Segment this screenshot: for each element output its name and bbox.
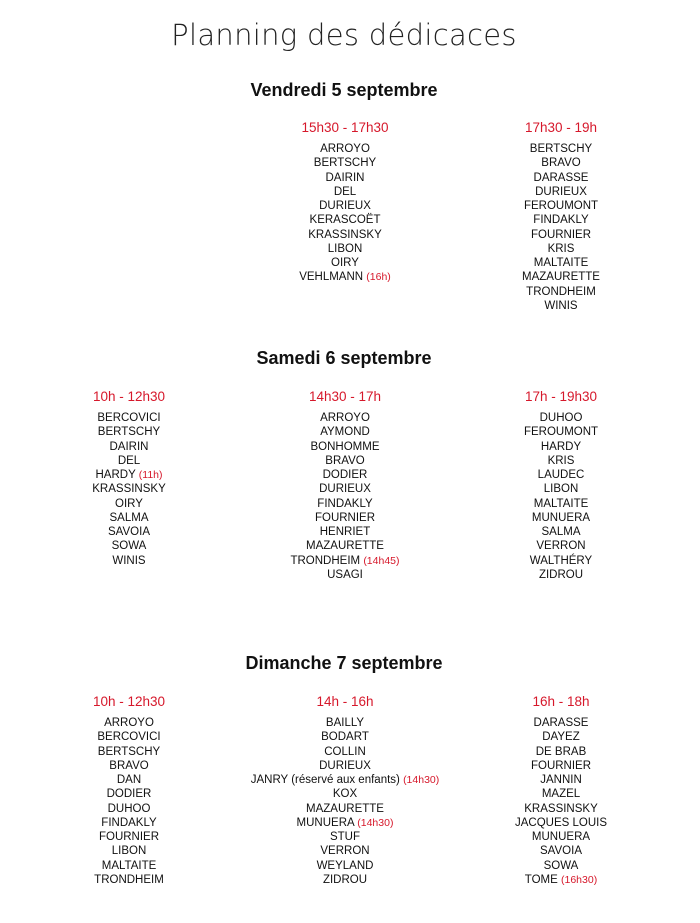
author-entry: [461, 773, 661, 787]
author-list: [245, 716, 445, 887]
author-name: HENRIET: [319, 526, 371, 538]
author-entry: [29, 425, 229, 439]
author-entry: [29, 745, 229, 759]
author-entry: [461, 425, 661, 439]
author-entry: [245, 228, 445, 242]
author-entry: [245, 440, 445, 454]
author-name: LAUDEC: [537, 469, 585, 481]
author-entry: [461, 802, 661, 816]
author-entry: [245, 773, 445, 787]
author-entry: [461, 185, 661, 199]
author-name: KRIS: [547, 454, 575, 467]
author-entry: [29, 511, 229, 525]
author-name: MUNUERA: [531, 511, 591, 524]
slot-sunday-3: [461, 694, 661, 887]
author-entry: [245, 454, 445, 468]
slot-saturday-1: [29, 389, 229, 568]
author-entry: [29, 716, 229, 730]
author-name: LIBON: [327, 242, 363, 255]
author-name: SALMA: [541, 526, 581, 538]
author-entry: [29, 759, 229, 773]
author-name: USAGI: [327, 568, 363, 581]
author-name: DODIER: [106, 788, 152, 801]
author-entry: [461, 787, 661, 801]
author-name: STUF: [329, 831, 361, 843]
author-entry: [245, 816, 445, 830]
slot-time-label: 10h - 12h30: [92, 389, 166, 404]
author-name: DURIEUX: [319, 200, 371, 212]
slot-time-label: 17h - 19h30: [524, 389, 598, 404]
author-name: ARROYO: [104, 717, 154, 729]
author-entry: [461, 497, 661, 511]
author-entry: [461, 816, 661, 830]
author-name: BERTSCHY: [97, 426, 161, 439]
slot-saturday-3: [461, 389, 661, 582]
author-name: DURIEUX: [319, 483, 371, 496]
author-entry: [29, 844, 229, 858]
author-entry: [245, 213, 445, 227]
author-name: KRASSINSKY: [92, 483, 166, 496]
author-name: AYMOND: [320, 426, 370, 439]
author-name: TRONDHEIM: [290, 554, 361, 567]
author-name: FEROUMONT: [523, 200, 599, 212]
author-entry: [461, 171, 661, 185]
author-entry: [461, 568, 661, 582]
author-entry: [245, 859, 445, 873]
day-heading-sunday: Dimanche 7 septembre: [245, 653, 443, 673]
author-name: DAYEZ: [542, 731, 580, 744]
author-name: MUNUERA: [531, 831, 591, 843]
author-entry: [461, 468, 661, 482]
author-list: [461, 142, 661, 313]
author-entry: [461, 554, 661, 568]
author-name: BERTSCHY: [97, 745, 161, 758]
author-entry: [245, 482, 445, 496]
author-entry: [245, 759, 445, 773]
author-name: DAIRIN: [325, 171, 365, 184]
author-name: MUNUERA: [296, 816, 355, 829]
author-entry: [461, 299, 661, 313]
author-name: DE BRAB: [535, 745, 587, 758]
author-entry: [245, 411, 445, 425]
author-name: SAVOIA: [108, 526, 150, 538]
time-note: (16h): [366, 271, 391, 284]
author-name: VEHLMANN: [299, 271, 364, 284]
author-entry: [461, 285, 661, 299]
author-list: [245, 142, 445, 285]
author-name: TOME: [524, 873, 558, 886]
author-name: DURIEUX: [319, 759, 371, 772]
author-name: SOWA: [111, 540, 147, 553]
author-entry: [29, 440, 229, 454]
author-entry: [461, 859, 661, 873]
author-name: VERRON: [320, 845, 370, 858]
author-name: KERASCOËT: [309, 214, 381, 227]
author-name: BRAVO: [325, 454, 365, 467]
author-name: BERCOVICI: [97, 412, 161, 424]
author-entry: [245, 425, 445, 439]
author-entry: [245, 511, 445, 525]
author-entry: [461, 270, 661, 284]
author-entry: [461, 745, 661, 759]
author-entry: [461, 454, 661, 468]
author-entry: [29, 873, 229, 887]
author-name: DODIER: [322, 469, 368, 481]
author-name: SOWA: [543, 859, 579, 872]
author-name: DAIRIN: [109, 440, 149, 453]
author-name: TRONDHEIM: [94, 873, 164, 886]
author-name: MALTAITE: [533, 497, 589, 510]
author-name: MAZAURETTE: [522, 271, 600, 284]
author-name: DURIEUX: [535, 185, 587, 198]
slot-time-label: 10h - 12h30: [92, 694, 166, 709]
author-name: KRIS: [547, 242, 575, 255]
day-heading-saturday: Samedi 6 septembre: [256, 348, 432, 368]
day-heading-friday: Vendredi 5 septembre: [250, 80, 438, 100]
slot-friday-1: [245, 120, 445, 285]
author-entry: [245, 873, 445, 887]
author-name: KRASSINSKY: [308, 228, 382, 241]
time-note: (16h30): [561, 873, 598, 886]
slot-time-label: 15h30 - 17h30: [301, 120, 389, 135]
author-name: COLLIN: [324, 745, 366, 758]
author-name: ZIDROU: [322, 873, 368, 886]
author-entry: [461, 539, 661, 553]
author-name: WALTHÉRY: [529, 554, 593, 567]
author-name: FOURNIER: [530, 228, 592, 241]
author-list: [461, 411, 661, 582]
author-entry: [461, 730, 661, 744]
author-entry: [245, 730, 445, 744]
author-name: KOX: [332, 788, 358, 801]
author-name: DAN: [116, 774, 142, 786]
author-entry: [245, 497, 445, 511]
author-name: FINDAKLY: [533, 214, 589, 227]
author-name: KRASSINSKY: [524, 802, 598, 815]
author-entry: [461, 830, 661, 844]
author-entry: [245, 787, 445, 801]
author-entry: [461, 482, 661, 496]
author-entry: [29, 859, 229, 873]
author-name: DUHOO: [107, 802, 151, 815]
author-name: FINDAKLY: [317, 497, 373, 510]
author-name: BODART: [321, 731, 369, 744]
slot-saturday-2: [245, 389, 445, 582]
author-entry: [29, 802, 229, 816]
author-entry: [461, 873, 661, 887]
author-name: WEYLAND: [316, 859, 374, 872]
author-entry: [29, 773, 229, 787]
author-entry: [461, 844, 661, 858]
author-entry: [461, 525, 661, 539]
author-entry: [245, 185, 445, 199]
author-entry: [461, 156, 661, 170]
author-name: WINIS: [112, 554, 146, 567]
author-list: [461, 716, 661, 887]
author-entry: [461, 256, 661, 270]
author-entry: [245, 554, 445, 568]
author-entry: [29, 816, 229, 830]
author-name: BAILLY: [325, 717, 365, 729]
author-name: BONHOMME: [310, 440, 380, 453]
author-entry: [461, 199, 661, 213]
author-entry: [245, 844, 445, 858]
author-name: LIBON: [111, 845, 147, 858]
author-entry: [461, 242, 661, 256]
slot-time-label: 16h - 18h: [532, 694, 590, 709]
author-entry: [29, 411, 229, 425]
author-name: SAVOIA: [540, 845, 582, 858]
author-entry: [29, 539, 229, 553]
author-name: BRAVO: [109, 759, 149, 772]
author-list: [29, 411, 229, 568]
author-entry: [461, 716, 661, 730]
author-entry: [29, 554, 229, 568]
author-entry: [245, 745, 445, 759]
author-name: MALTAITE: [533, 257, 589, 269]
author-name: LIBON: [543, 483, 579, 496]
author-name: MAZAURETTE: [306, 802, 384, 815]
author-list: [29, 716, 229, 887]
slot-time-label: 14h30 - 17h: [308, 389, 382, 404]
author-name: JANRY (réservé aux enfants): [250, 774, 400, 786]
author-name: FOURNIER: [530, 759, 592, 772]
author-entry: [245, 525, 445, 539]
author-entry: [245, 539, 445, 553]
author-name: MALTAITE: [101, 859, 157, 872]
author-entry: [461, 411, 661, 425]
slot-sunday-1: [29, 694, 229, 887]
slot-friday-2: [461, 120, 661, 313]
author-entry: [461, 440, 661, 454]
author-name: FOURNIER: [98, 831, 160, 843]
time-note: (11h): [138, 469, 163, 481]
author-entry: [29, 525, 229, 539]
author-name: HARDY: [95, 469, 136, 481]
author-name: DARASSE: [533, 717, 589, 729]
author-name: JANNIN: [540, 774, 582, 786]
author-name: DEL: [117, 454, 141, 467]
author-entry: [29, 497, 229, 511]
author-entry: [461, 511, 661, 525]
author-entry: [461, 228, 661, 242]
author-name: BRAVO: [541, 157, 581, 170]
author-entry: [245, 802, 445, 816]
author-name: OIRY: [331, 257, 359, 269]
author-entry: [461, 142, 661, 156]
author-entry: [245, 270, 445, 284]
author-entry: [245, 256, 445, 270]
author-entry: [29, 787, 229, 801]
author-name: MAZEL: [541, 788, 581, 801]
author-name: BERTSCHY: [529, 143, 593, 155]
time-note: (14h30): [403, 774, 440, 786]
author-entry: [461, 213, 661, 227]
author-entry: [245, 830, 445, 844]
author-entry: [245, 716, 445, 730]
author-entry: [245, 142, 445, 156]
author-name: DARASSE: [533, 171, 589, 184]
author-name: FINDAKLY: [101, 816, 157, 829]
author-name: ARROYO: [320, 412, 370, 424]
author-name: OIRY: [115, 497, 143, 510]
author-entry: [245, 171, 445, 185]
author-name: FOURNIER: [314, 511, 376, 524]
author-entry: [245, 156, 445, 170]
author-name: FEROUMONT: [523, 426, 599, 439]
time-note: (14h45): [363, 554, 400, 567]
author-name: VERRON: [536, 540, 586, 553]
author-name: DEL: [333, 185, 357, 198]
author-entry: [245, 242, 445, 256]
author-entry: [29, 482, 229, 496]
author-name: DUHOO: [539, 412, 583, 424]
author-name: ARROYO: [320, 143, 370, 155]
slot-time-label: 17h30 - 19h: [524, 120, 598, 135]
author-name: JACQUES LOUIS: [514, 816, 608, 829]
author-entry: [245, 568, 445, 582]
author-name: SALMA: [109, 511, 149, 524]
author-entry: [245, 199, 445, 213]
author-entry: [29, 454, 229, 468]
slot-time-label: 14h - 16h: [316, 694, 374, 709]
author-entry: [29, 730, 229, 744]
author-name: MAZAURETTE: [306, 540, 384, 553]
author-entry: [461, 759, 661, 773]
author-name: TRONDHEIM: [526, 285, 596, 298]
author-entry: [29, 468, 229, 482]
author-list: [245, 411, 445, 582]
slot-sunday-2: [245, 694, 445, 887]
author-entry: [29, 830, 229, 844]
time-note: (14h30): [357, 816, 394, 829]
author-name: BERCOVICI: [97, 731, 161, 744]
author-name: ZIDROU: [538, 568, 584, 581]
author-name: HARDY: [540, 440, 582, 453]
author-entry: [245, 468, 445, 482]
author-name: WINIS: [544, 299, 578, 312]
author-name: BERTSCHY: [313, 157, 377, 170]
page-title: Planning des dédicaces: [171, 18, 517, 52]
